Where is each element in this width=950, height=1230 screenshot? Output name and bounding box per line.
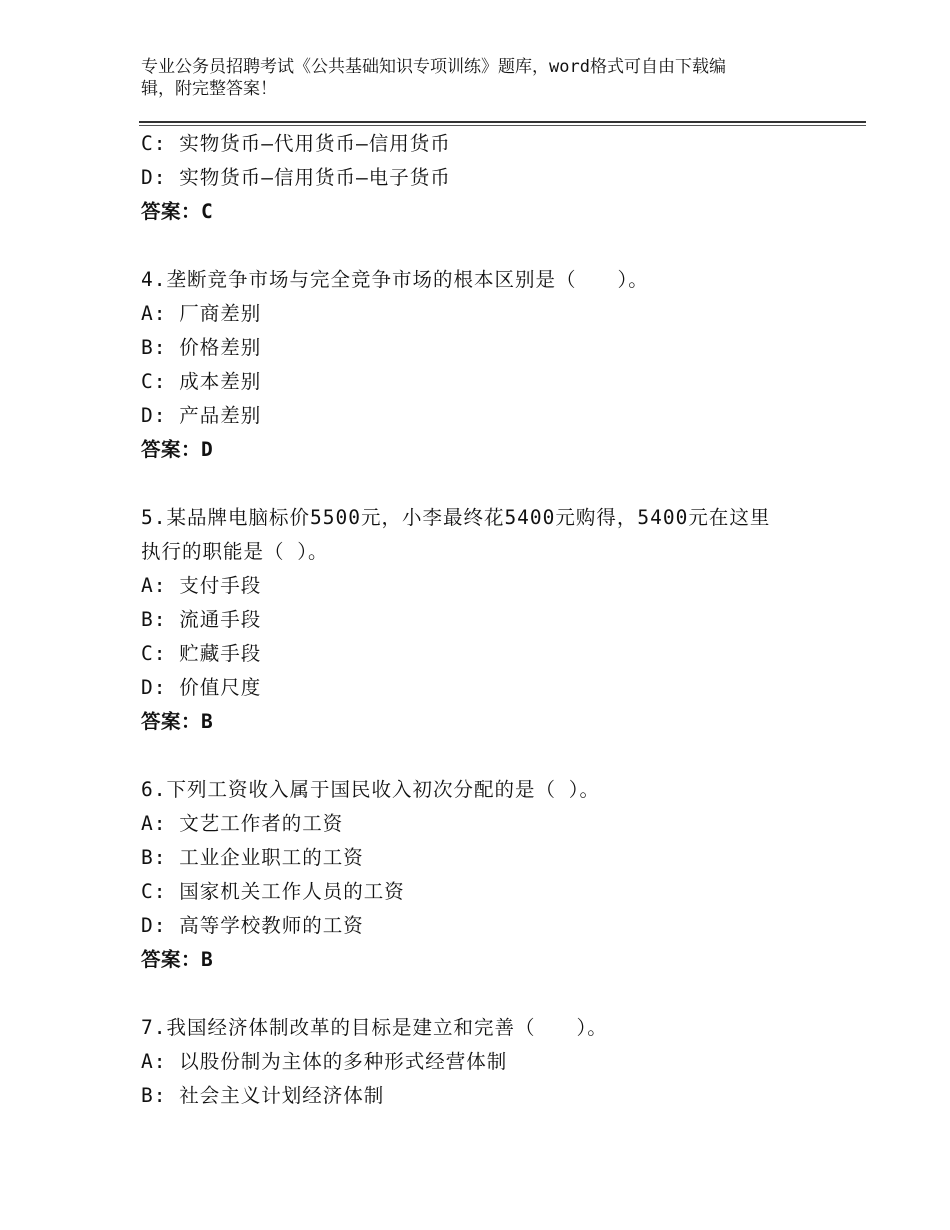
question-block-partial — [141, 127, 821, 229]
header-divider-thick — [139, 121, 866, 123]
option-a: A: 厂商差别 — [141, 302, 262, 325]
answer-line: 答案：B — [141, 948, 214, 971]
spacer — [141, 467, 821, 501]
option-c: C: 国家机关工作人员的工资 — [141, 880, 405, 903]
option-d: D: 产品差别 — [141, 404, 262, 427]
option-a: A: 支付手段 — [141, 574, 262, 597]
question-block-7 — [141, 1011, 821, 1113]
option-b: B: 工业企业职工的工资 — [141, 846, 364, 869]
option-c: C: 贮藏手段 — [141, 642, 262, 665]
option-d: D: 高等学校教师的工资 — [141, 914, 364, 937]
question-stem: 5.某品牌电脑标价5500元，小李最终花5400元购得，5400元在这里 — [141, 506, 771, 529]
spacer — [141, 229, 821, 263]
option-a: A: 文艺工作者的工资 — [141, 812, 344, 835]
option-b: B: 流通手段 — [141, 608, 262, 631]
question-stem: 6.下列工资收入属于国民收入初次分配的是（ ）。 — [141, 778, 600, 801]
spacer — [141, 977, 821, 1011]
question-list — [141, 127, 821, 1113]
question-block-4 — [141, 263, 821, 467]
answer-line: 答案：B — [141, 710, 214, 733]
page-header — [141, 56, 821, 100]
option-d: D: 实物货币—信用货币—电子货币 — [141, 166, 451, 189]
answer-line: 答案：D — [141, 438, 214, 461]
option-a: A: 以股份制为主体的多种形式经营体制 — [141, 1050, 508, 1073]
question-stem: 4.垄断竞争市场与完全竞争市场的根本区别是（ ）。 — [141, 268, 649, 291]
option-b: B: 社会主义计划经济体制 — [141, 1084, 385, 1107]
question-block-6 — [141, 773, 821, 977]
option-b: B: 价格差别 — [141, 336, 262, 359]
question-stem-continued: 执行的职能是（ ）。 — [141, 540, 329, 563]
header-divider-thin — [139, 125, 866, 126]
spacer — [141, 739, 821, 773]
question-block-5 — [141, 501, 821, 739]
option-d: D: 价值尺度 — [141, 676, 262, 699]
header-line-2: 辑，附完整答案！ — [141, 79, 277, 99]
option-c: C: 实物货币—代用货币—信用货币 — [141, 132, 451, 155]
question-stem: 7.我国经济体制改革的目标是建立和完善（ ）。 — [141, 1016, 608, 1039]
answer-line: 答案：C — [141, 200, 214, 223]
header-line-1: 专业公务员招聘考试《公共基础知识专项训练》题库，word格式可自由下载编 — [141, 57, 726, 77]
option-c: C: 成本差别 — [141, 370, 262, 393]
